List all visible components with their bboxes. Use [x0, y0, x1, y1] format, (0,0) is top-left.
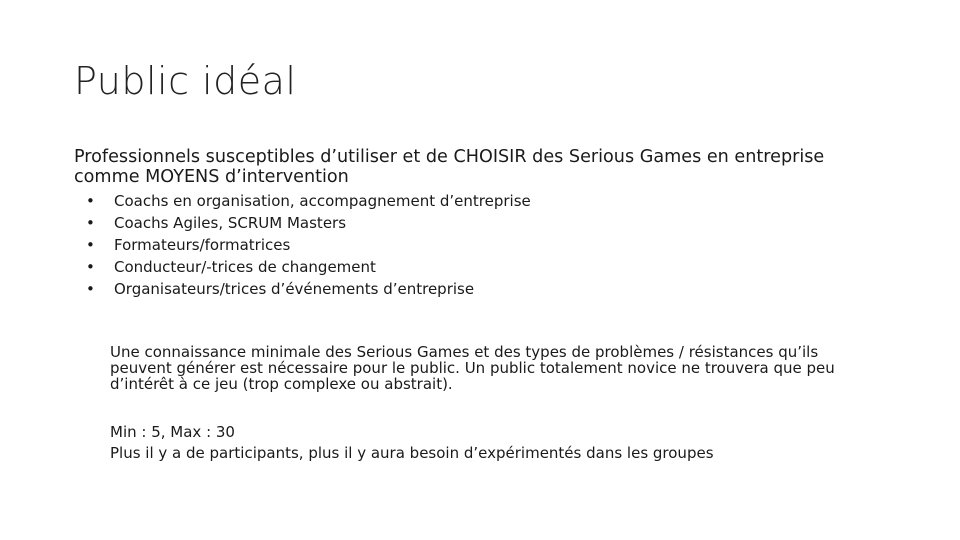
- list-item-text: Formateurs/formatrices: [114, 236, 291, 254]
- list-item: [86, 234, 531, 256]
- bullet-icon: •: [86, 280, 95, 298]
- bullet-icon: •: [86, 258, 95, 276]
- list-item: [86, 256, 531, 278]
- slide-title: Public idéal: [74, 59, 297, 103]
- list-item: [86, 212, 531, 234]
- bullet-icon: •: [86, 236, 95, 254]
- bullet-list: [86, 190, 531, 300]
- bullet-icon: •: [86, 192, 95, 210]
- participants-paragraph: [110, 422, 880, 464]
- list-item: [86, 190, 531, 212]
- list-item-text: Conducteur/-trices de changement: [114, 258, 376, 276]
- bullet-icon: •: [86, 214, 95, 232]
- intro-text: Professionnels susceptibles d’utiliser et de CHOISIR des Serious Games en entreprise comme MOYENS d’intervention: [74, 147, 825, 187]
- prerequisite-paragraph: Une connaissance minimale des Serious Games et des types de problèmes / résistances qu’ils peuvent générer est nécessaire pour le public. Un public totalement novice ne trouvera que peu d’intérêt à ce jeu (trop complexe ou abstrait).: [110, 343, 835, 393]
- list-item-text: Coachs Agiles, SCRUM Masters: [114, 214, 347, 232]
- participants-range: Min : 5, Max : 30: [110, 423, 235, 441]
- list-item-text: Coachs en organisation, accompagnement d’entreprise: [114, 192, 531, 210]
- participants-note: Plus il y a de participants, plus il y aura besoin d’expérimentés dans les groupes: [110, 444, 714, 462]
- list-item: [86, 278, 531, 300]
- list-item-text: Organisateurs/trices d’événements d’entreprise: [114, 280, 475, 298]
